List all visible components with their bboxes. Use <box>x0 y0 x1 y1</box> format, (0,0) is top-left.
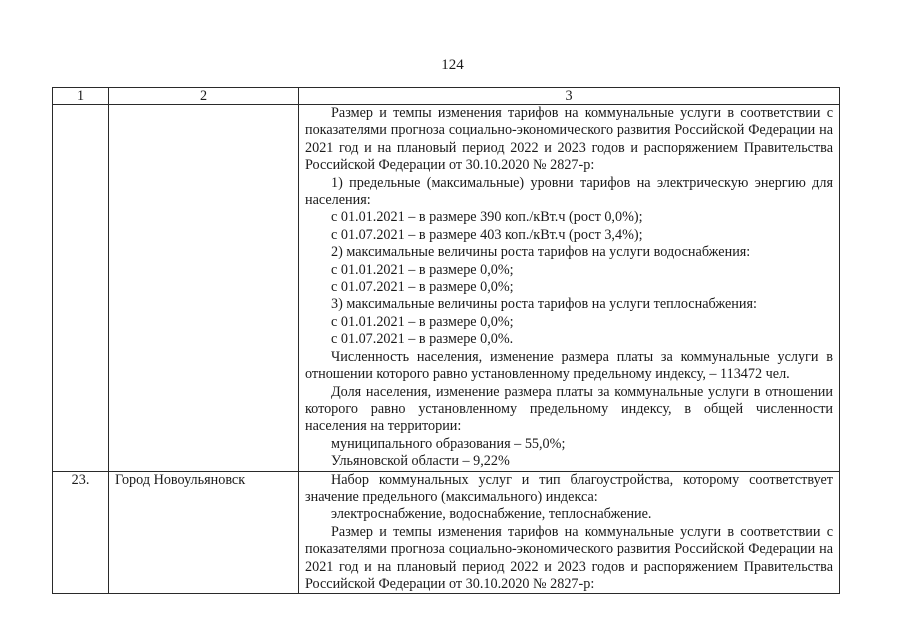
paragraph: электроснабжение, водоснабжение, теплоснабжение. <box>331 506 652 523</box>
paragraph: с 01.07.2021 – в размере 403 коп./кВт.ч (рост 3,4%); <box>331 226 643 243</box>
paragraph: с 01.01.2021 – в размере 390 коп./кВт.ч (рост 0,0%); <box>331 209 643 226</box>
paragraph: Набор коммунальных услуг и тип благоустройства, которому соответствует значение предельного (максимального) индекса: <box>305 471 833 505</box>
paragraph: с 01.01.2021 – в размере 0,0%; <box>331 261 514 278</box>
paragraph: с 01.07.2021 – в размере 0,0%; <box>331 279 514 296</box>
paragraph: Ульяновской области – 9,22% <box>331 453 510 470</box>
paragraph: муниципального образования – 55,0%; <box>331 435 566 452</box>
paragraph: с 01.07.2021 – в размере 0,0%. <box>331 331 514 348</box>
paragraph: 1) предельные (максимальные) уровни тарифов на электрическую энергию для населения: <box>305 174 833 209</box>
row-number <box>53 105 109 472</box>
table-row <box>53 105 840 472</box>
header-col-1: 1 <box>53 88 109 105</box>
tariff-table <box>52 87 840 594</box>
paragraph: Размер и темпы изменения тарифов на коммунальные услуги в соответствии с показателями прогноза социально-экономического развития Российской Федерации на 2021 год и на плановый период 2022 и 2023 годов и распоряжением Правительства Российской Федерации от 30.10.2020 № 2827-р: <box>305 523 833 592</box>
header-row <box>53 88 840 105</box>
paragraph: 2) максимальные величины роста тарифов на услуги водоснабжения: <box>331 244 751 261</box>
row-description <box>299 471 840 594</box>
page-number: 124 <box>441 57 464 73</box>
table-row <box>53 471 840 594</box>
municipality-name: Город Новоульяновск <box>109 471 299 594</box>
header-col-2: 2 <box>109 88 299 105</box>
paragraph: Доля населения, изменение размера платы за коммунальные услуги в отношении которого равно установленному предельному индексу, в общей численности населения на территории: <box>305 383 833 435</box>
row-description <box>299 105 840 472</box>
paragraph: 3) максимальные величины роста тарифов на услуги теплоснабжения: <box>331 296 757 313</box>
paragraph: с 01.01.2021 – в размере 0,0%; <box>331 313 514 330</box>
municipality-name <box>109 105 299 472</box>
header-col-3: 3 <box>299 88 840 105</box>
row-number: 23. <box>53 471 109 594</box>
paragraph: Численность населения, изменение размера платы за коммунальные услуги в отношении которого равно установленному предельному индексу, – 113472 чел. <box>305 348 833 383</box>
paragraph: Размер и темпы изменения тарифов на коммунальные услуги в соответствии с показателями прогноза социально-экономического развития Российской Федерации на 2021 год и на плановый период 2022 и 2023 годов и распоряжением Правительства Российской Федерации от 30.10.2020 № 2827-р: <box>305 105 833 174</box>
